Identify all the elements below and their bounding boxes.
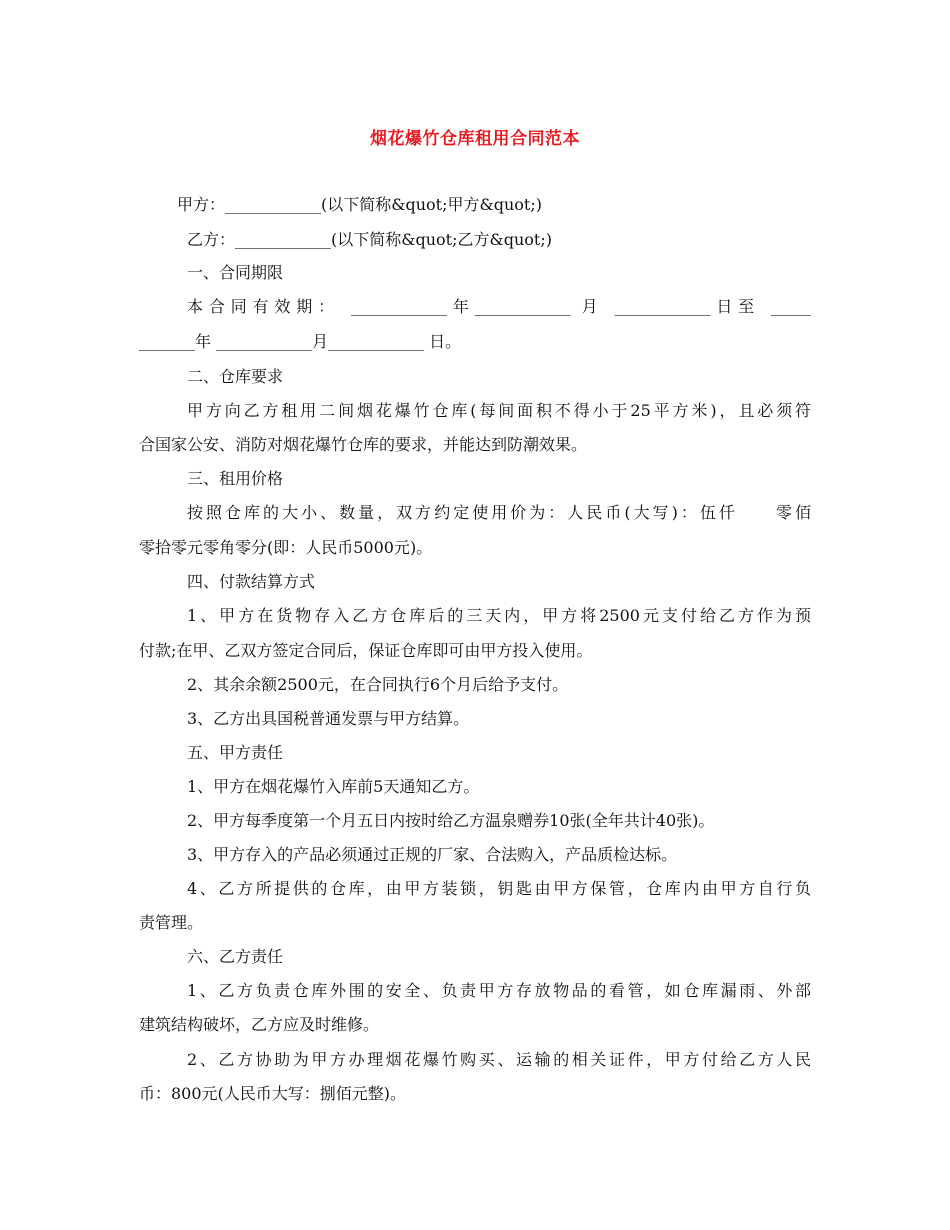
paragraph-line: 零拾零元零角零分(即：人民币5000元)。 [139,538,433,557]
party-a-line: 甲方：____________(以下简称&quot;甲方&quot;) [177,195,542,214]
paragraph-line: 1、甲方在烟花爆竹入库前5天通知乙方。 [187,777,480,796]
paragraph-line: _______年 ____________月____________ 日。 [139,332,462,351]
paragraph-line: 2、乙方协助为甲方办理烟花爆竹购买、运输的相关证件，甲方付给乙方人民 [187,1050,811,1069]
section-heading: 一、合同期限 [187,263,284,282]
section-heading: 四、付款结算方式 [187,572,316,591]
paragraph-line: 责管理。 [139,913,204,932]
paragraph-line: 建筑结构破坏，乙方应及时维修。 [139,1015,380,1034]
paragraph-line: 4、乙方所提供的仓库，由甲方装锁，钥匙由甲方保管，仓库内由甲方自行负 [187,879,811,898]
section-heading: 六、乙方责任 [187,947,284,966]
paragraph-line: 付款;在甲、乙双方签定合同后，保证仓库即可由甲方投入使用。 [139,641,593,660]
paragraph-line: 2、其余余额2500元，在合同执行6个月后给予支付。 [187,675,569,694]
paragraph-line: 合国家公安、消防对烟花爆竹仓库的要求，并能达到防潮效果。 [139,435,588,454]
paragraph-line: 1、乙方负责仓库外围的安全、负责甲方存放物品的看管，如仓库漏雨、外部 [187,981,811,1000]
section-heading: 二、仓库要求 [187,367,284,386]
paragraph-line: 本合同有效期： ____________年____________ 月 ____________日至 _____ [187,297,811,316]
document-title: 烟花爆竹仓库租用合同范本 [370,129,580,149]
paragraph-line: 1、甲方在货物存入乙方仓库后的三天内，甲方将2500元支付给乙方作为预 [187,606,811,625]
section-heading: 三、租用价格 [187,469,284,488]
paragraph-line: 甲方向乙方租用二间烟花爆竹仓库(每间面积不得小于25平方米)，且必须符 [187,401,811,420]
paragraph-line: 按照仓库的大小、数量，双方约定使用价为：人民币(大写)：伍仟 零佰 [187,503,811,522]
section-heading: 五、甲方责任 [187,743,284,762]
paragraph-line: 2、甲方每季度第一个月五日内按时给乙方温泉赠券10张(全年共计40张)。 [187,811,715,830]
paragraph-line: 3、甲方存入的产品必须通过正规的厂家、合法购入，产品质检达标。 [187,845,678,864]
paragraph-line: 3、乙方出具国税普通发票与甲方结算。 [187,709,470,728]
paragraph-line: 币：800元(人民币大写：捌佰元整)。 [139,1084,407,1103]
party-b-line: 乙方：____________(以下简称&quot;乙方&quot;) [187,230,552,249]
